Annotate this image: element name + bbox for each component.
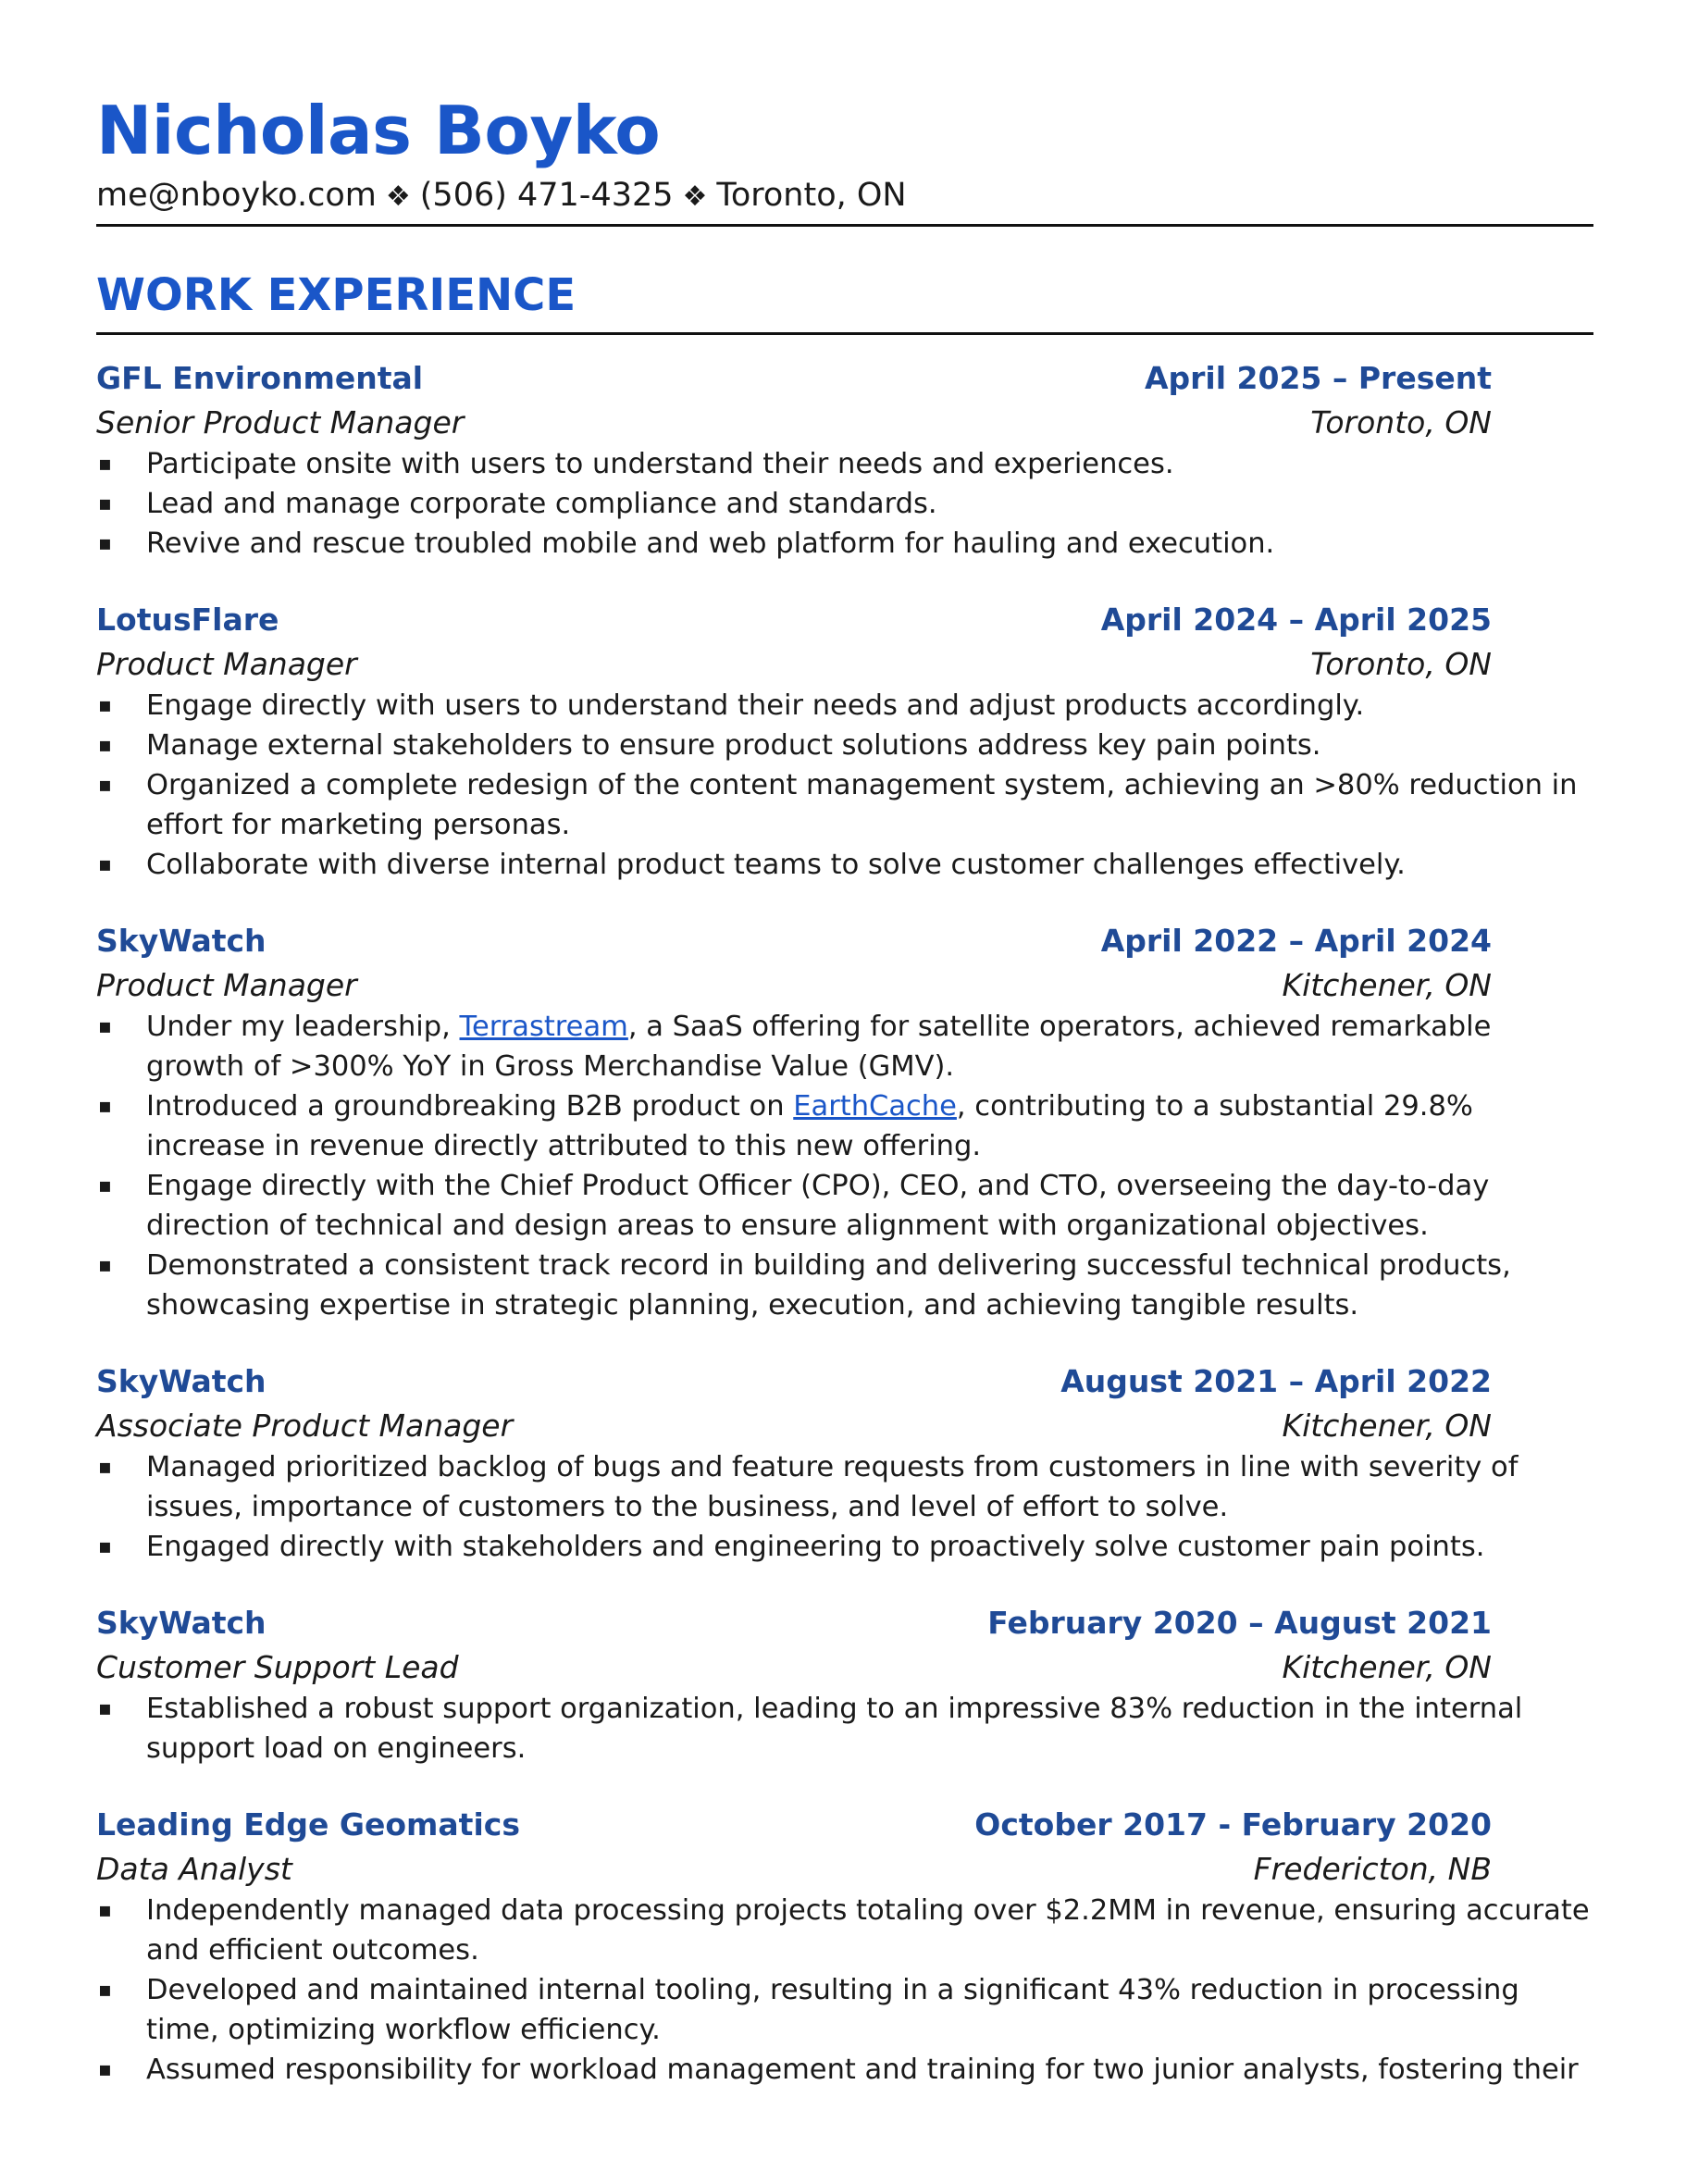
- bullet-text: Managed prioritized backlog of bugs and feature requests from customers in line with severity of issues, importance of customers to the business, and level of effort to solve.: [146, 1451, 1519, 1523]
- job-dates: April 2024 – April 2025: [1100, 602, 1492, 638]
- job-entry: [96, 1802, 1593, 2090]
- job-dates: August 2021 – April 2022: [1060, 1363, 1492, 1399]
- company-name: SkyWatch: [96, 1605, 267, 1641]
- bullet-item: [96, 765, 1593, 845]
- job-location: Toronto, ON: [1310, 404, 1492, 441]
- job-subheader-row: [96, 402, 1593, 444]
- bullet-item: [96, 1166, 1593, 1246]
- bullet-item: [96, 1891, 1593, 1970]
- bullet-icon: ▪: [98, 1535, 112, 1558]
- job-header-row: [96, 1600, 1593, 1646]
- bullet-text: Developed and maintained internal tooling, resulting in a significant 43% reduction in processing time, optimizing workflow efficiency.: [146, 1974, 1519, 2046]
- bullet-text-pre: Introduced a groundbreaking B2B product on: [146, 1090, 794, 1123]
- bullet-icon: ▪: [98, 694, 112, 717]
- company-name: SkyWatch: [96, 1363, 267, 1399]
- product-link[interactable]: Terrastream: [459, 1011, 628, 1043]
- job-entry: [96, 355, 1593, 564]
- bullet-item: [96, 1086, 1593, 1166]
- bullet-icon: ▪: [98, 734, 112, 757]
- job-dates: April 2025 – Present: [1144, 360, 1492, 396]
- bullet-icon: ▪: [98, 774, 112, 797]
- bullet-icon: ▪: [98, 2058, 112, 2081]
- bullet-list: [96, 1891, 1593, 2090]
- company-name: LotusFlare: [96, 602, 279, 638]
- job-header-row: [96, 1802, 1593, 1848]
- bullet-item: [96, 845, 1593, 885]
- bullet-icon: ▪: [98, 853, 112, 876]
- bullet-icon: ▪: [98, 1456, 112, 1479]
- bullet-icon: ▪: [98, 453, 112, 476]
- bullet-text: Participate onsite with users to understand their needs and experiences.: [146, 448, 1174, 480]
- job-subheader-row: [96, 1646, 1593, 1689]
- bullet-item: [96, 1447, 1593, 1527]
- bullet-item: [96, 524, 1593, 564]
- job-subheader-row: [96, 964, 1593, 1007]
- job-subheader-row: [96, 1405, 1593, 1447]
- bullet-icon: ▪: [98, 1095, 112, 1118]
- job-title: Product Manager: [96, 967, 357, 1003]
- bullet-list: [96, 686, 1593, 885]
- bullet-item: [96, 484, 1593, 524]
- job-header-row: [96, 1359, 1593, 1405]
- phone-text: (506) 471-4325: [419, 177, 674, 214]
- bullet-item: [96, 444, 1593, 484]
- company-name: SkyWatch: [96, 923, 267, 959]
- job-header-row: [96, 355, 1593, 402]
- job-title: Customer Support Lead: [96, 1649, 459, 1685]
- bullet-list: [96, 1447, 1593, 1567]
- job-title: Associate Product Manager: [96, 1408, 514, 1444]
- bullet-icon: ▪: [98, 532, 112, 555]
- bullet-list: [96, 1007, 1593, 1325]
- bullet-text: Manage external stakeholders to ensure product solutions address key pain points.: [146, 729, 1321, 762]
- bullet-text-post: , contributing to a substantial 29.8% increase in revenue directly attributed to this new offering.: [146, 1090, 1473, 1162]
- bullet-item: [96, 1689, 1593, 1768]
- job-entry: [96, 1359, 1593, 1567]
- job-title: Data Analyst: [96, 1851, 292, 1887]
- bullet-item: [96, 726, 1593, 765]
- job-header-row: [96, 918, 1593, 964]
- job-header-row: [96, 597, 1593, 643]
- bullet-text: Engage directly with users to understand their needs and adjust products accordingly.: [146, 689, 1365, 722]
- bullet-icon: ▪: [98, 1899, 112, 1922]
- job-location: Kitchener, ON: [1282, 1408, 1492, 1444]
- job-entry: [96, 1600, 1593, 1768]
- bullet-item: [96, 686, 1593, 726]
- job-location: Kitchener, ON: [1282, 1649, 1492, 1685]
- bullet-icon: ▪: [98, 1979, 112, 2002]
- bullet-text: Engage directly with the Chief Product Officer (CPO), CEO, and CTO, overseeing the day-to-day direction of technical and design areas to ensure alignment with organizational objectives.: [146, 1170, 1490, 1242]
- company-name: Leading Edge Geomatics: [96, 1806, 520, 1843]
- job-location: Toronto, ON: [1310, 646, 1492, 682]
- job-entry: [96, 918, 1593, 1325]
- bullet-icon: ▪: [98, 1174, 112, 1197]
- bullet-text: Organized a complete redesign of the content management system, achieving an >80% reduction in effort for marketing personas.: [146, 769, 1578, 841]
- separator-icon: ❖: [682, 180, 708, 213]
- bullet-icon: ▪: [98, 1015, 112, 1038]
- job-title: Product Manager: [96, 646, 357, 682]
- job-title: Senior Product Manager: [96, 404, 465, 441]
- job-subheader-row: [96, 1848, 1593, 1891]
- bullet-icon: ▪: [98, 492, 112, 515]
- company-name: GFL Environmental: [96, 360, 424, 396]
- bullet-text: Independently managed data processing projects totaling over $2.2MM in revenue, ensuring accurate and efficient outcomes.: [146, 1894, 1590, 1967]
- email-text: me@nboyko.com: [96, 177, 377, 214]
- job-list: [96, 355, 1593, 2090]
- job-subheader-row: [96, 643, 1593, 686]
- job-entry: [96, 597, 1593, 885]
- job-location: Fredericton, NB: [1253, 1851, 1492, 1887]
- job-dates: February 2020 – August 2021: [987, 1605, 1492, 1641]
- job-dates: October 2017 - February 2020: [974, 1806, 1492, 1843]
- job-dates: April 2022 – April 2024: [1100, 923, 1492, 959]
- separator-icon: ❖: [385, 180, 411, 213]
- bullet-text: Established a robust support organization, leading to an impressive 83% reduction in the internal support load on engineers.: [146, 1693, 1523, 1765]
- contact-line: [96, 174, 1593, 227]
- bullet-text-pre: Under my leadership,: [146, 1011, 460, 1043]
- bullet-icon: ▪: [98, 1254, 112, 1277]
- bullet-text: Revive and rescue troubled mobile and web platform for hauling and execution.: [146, 527, 1275, 560]
- bullet-item: [96, 1970, 1593, 2050]
- product-link[interactable]: EarthCache: [793, 1090, 957, 1123]
- bullet-text: Engaged directly with stakeholders and engineering to proactively solve customer pain points.: [146, 1531, 1485, 1563]
- bullet-item: [96, 1246, 1593, 1325]
- bullet-text: Demonstrated a consistent track record in building and delivering successful technical products, showcasing expertise in strategic planning, execution, and achieving tangible results.: [146, 1249, 1511, 1322]
- bullet-icon: ▪: [98, 1697, 112, 1720]
- bullet-list: [96, 444, 1593, 564]
- bullet-item: [96, 2050, 1593, 2090]
- job-location: Kitchener, ON: [1282, 967, 1492, 1003]
- location-text: Toronto, ON: [716, 177, 907, 214]
- bullet-text: Assumed responsibility for workload management and training for two junior analysts, fostering their: [146, 2054, 1579, 2086]
- bullet-item: [96, 1007, 1593, 1086]
- bullet-item: [96, 1527, 1593, 1567]
- bullet-text: Lead and manage corporate compliance and standards.: [146, 488, 937, 520]
- bullet-text: Collaborate with diverse internal product teams to solve customer challenges effectively.: [146, 849, 1406, 881]
- bullet-text-post: , a SaaS offering for satellite operators, achieved remarkable growth of >300% YoY in Gross Merchandise Value (GMV).: [146, 1011, 1492, 1083]
- candidate-name: Nicholas Boyko: [96, 92, 661, 169]
- bullet-list: [96, 1689, 1593, 1768]
- section-title-work-experience: WORK EXPERIENCE: [96, 267, 1593, 335]
